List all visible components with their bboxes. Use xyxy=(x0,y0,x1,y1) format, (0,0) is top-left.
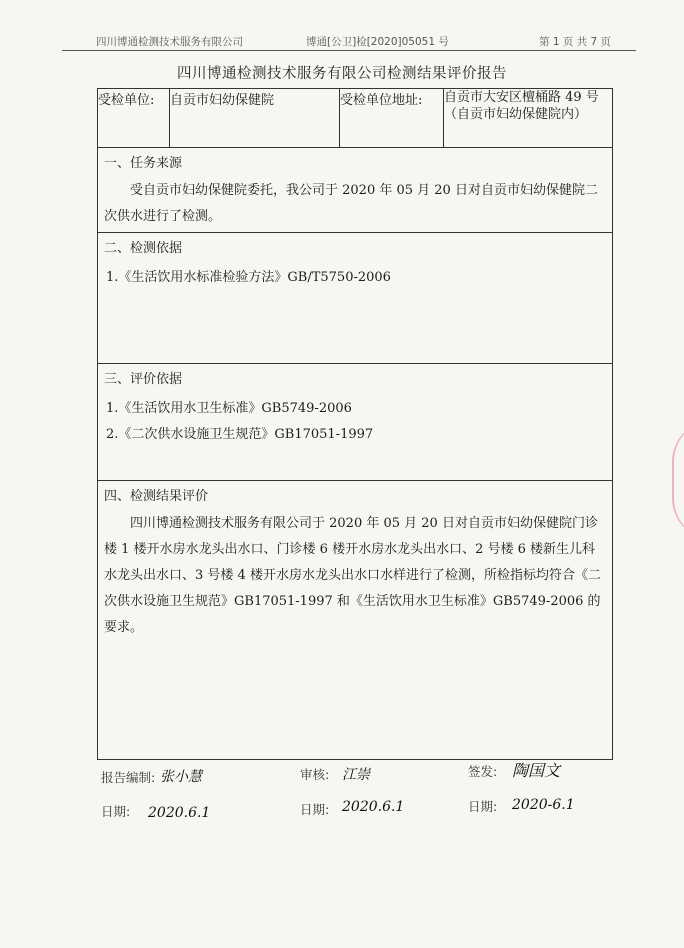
address-value: 自贡市大安区檀桶路 49 号（自贡市妇幼保健院内） xyxy=(444,89,613,148)
editor-signature: 张小慧 xyxy=(160,769,202,785)
section-evaluation-body xyxy=(98,392,613,481)
section-evaluation-heading: 三、评价依据 xyxy=(98,364,613,393)
issuer-date: 2020-6.1 xyxy=(512,797,575,813)
unit-value: 自贡市妇幼保健院 xyxy=(170,89,340,148)
reviewer-signature: 江崇 xyxy=(342,767,370,783)
evaluation-item-2: 2.《二次供水设施卫生规范》GB17051-1997 xyxy=(106,427,374,442)
header-report-no: 博通[公卫]检[2020]05051 号 xyxy=(306,36,449,48)
address-label: 受检单位地址: xyxy=(340,89,444,148)
section-source-body xyxy=(98,176,613,233)
report-title: 四川博通检测技术服务有限公司检测结果评价报告 xyxy=(177,66,507,82)
section-result-body xyxy=(98,509,613,760)
reviewer-date-label: 日期: xyxy=(300,802,330,817)
editor-date-label: 日期: xyxy=(101,804,131,819)
editor-date: 2020.6.1 xyxy=(148,805,211,821)
issuer-signature: 陶国文 xyxy=(512,761,561,780)
reviewer-date: 2020.6.1 xyxy=(342,799,405,815)
evaluation-item-1: 1.《生活饮用水卫生标准》GB5749-2006 xyxy=(106,401,352,416)
header-company: 四川博通检测技术服务有限公司 xyxy=(96,36,243,48)
unit-label: 受检单位: xyxy=(98,89,170,148)
section-basis-heading: 二、检测依据 xyxy=(98,233,613,262)
editor-label: 报告编制: xyxy=(101,770,156,785)
section-basis-body xyxy=(98,261,613,364)
info-row xyxy=(98,89,613,148)
section-source-heading: 一、任务来源 xyxy=(98,148,613,177)
result-text: 四川博通检测技术服务有限公司于 2020 年 05 月 20 日对自贡市妇幼保健院门诊楼 1 楼开水房水龙头出水口、门诊楼 6 楼开水房水龙头出水口、2 号楼 6 楼新生儿科水龙头出水口、3 号楼 4 楼开水房水龙头出水口水样进行了检测，所检指标均符合《二次供水设施卫生规范》GB17051-1997 和《生活饮用水卫生标准》GB5749-2006 的要求。 xyxy=(104,516,601,635)
issuer-label: 签发: xyxy=(468,764,498,779)
section-result-heading: 四、检测结果评价 xyxy=(98,481,613,510)
issuer-date-label: 日期: xyxy=(468,799,498,814)
page-header xyxy=(62,28,636,51)
seal-stamp-edge xyxy=(672,420,684,540)
header-page-number: 第 1 页 共 7 页 xyxy=(539,36,612,48)
basis-item: 1.《生活饮用水标准检验方法》GB/T5750-2006 xyxy=(106,270,391,285)
report-table xyxy=(97,88,613,760)
source-text: 受自贡市妇幼保健院委托，我公司于 2020 年 05 月 20 日对自贡市妇幼保健院二次供水进行了检测。 xyxy=(104,183,598,224)
reviewer-label: 审核: xyxy=(300,767,330,782)
